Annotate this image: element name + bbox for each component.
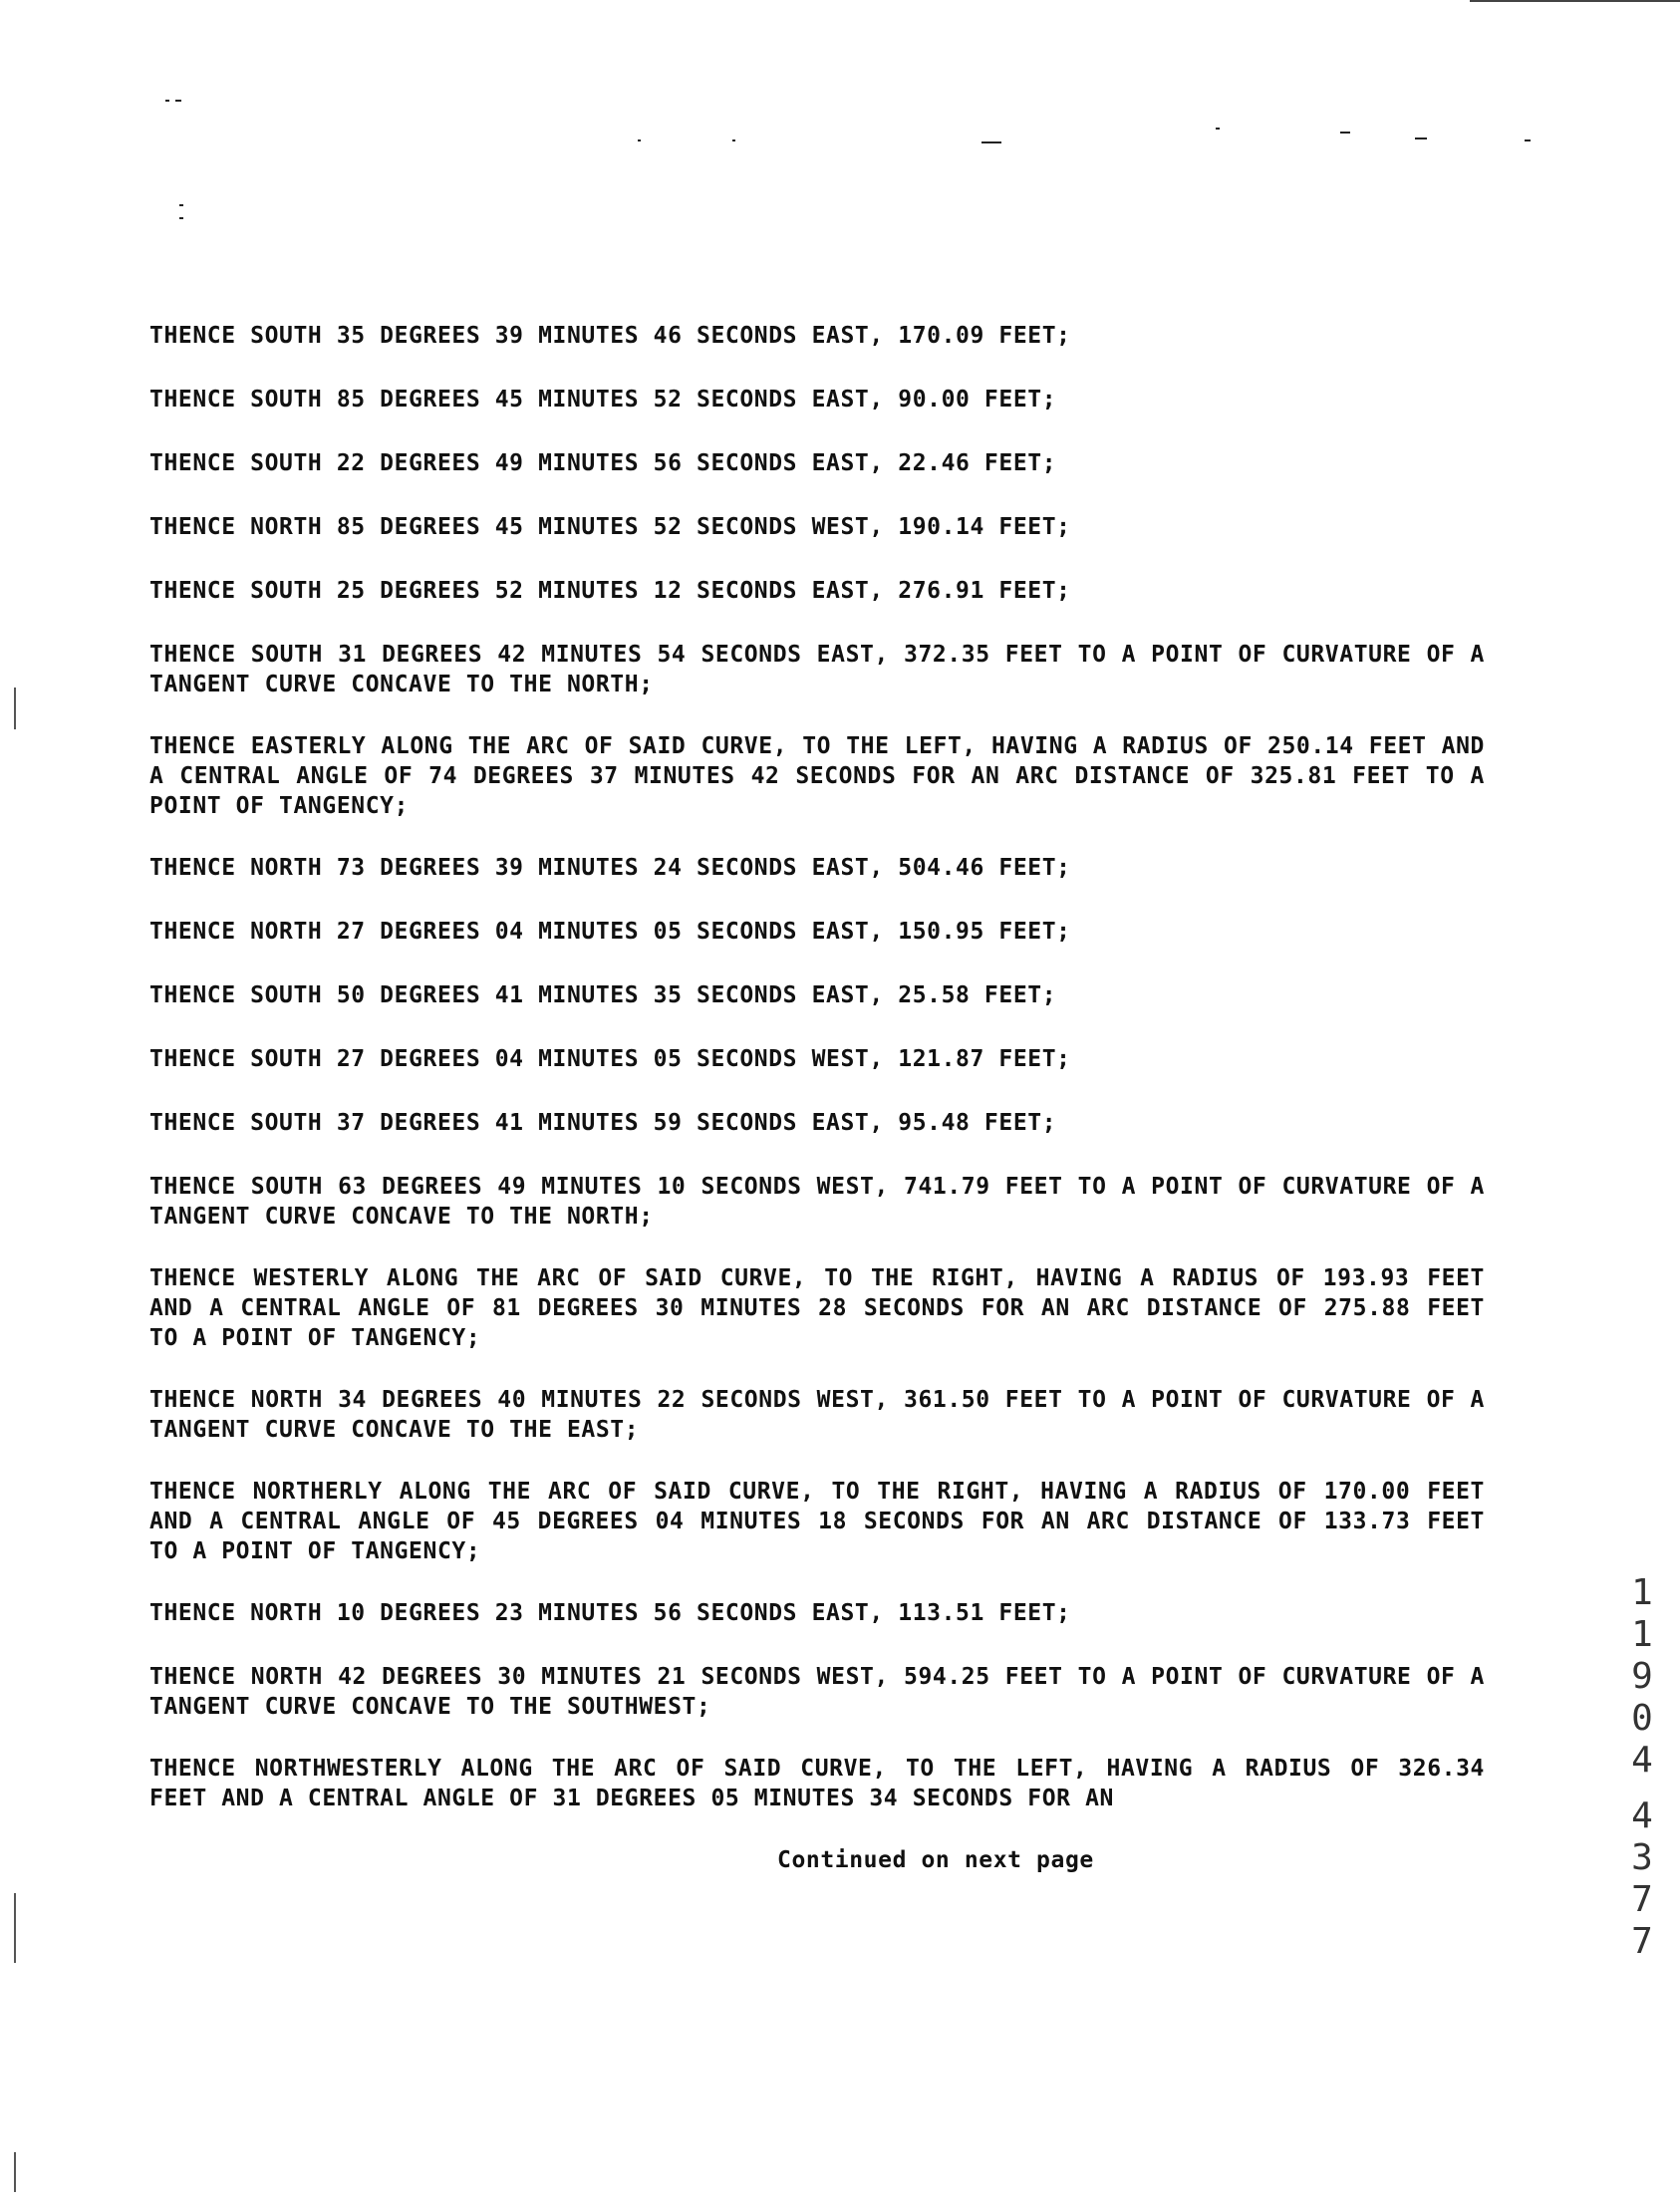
- course-paragraph: THENCE NORTH 42 DEGREES 30 MINUTES 21 SECONDS WEST, 594.25 FEET TO A POINT OF CURVATURE OF A TANGENT CURVE CONCAVE TO THE SOUTHWEST;: [149, 1664, 1500, 1720]
- doc-number-digit: 1: [1631, 1614, 1653, 1655]
- scan-speck: [1340, 132, 1350, 134]
- scan-edge-mark: [14, 2152, 16, 2192]
- scan-speck: [165, 100, 169, 102]
- course-paragraph: THENCE NORTH 34 DEGREES 40 MINUTES 22 SECONDS WEST, 361.50 FEET TO A POINT OF CURVATURE OF A TANGENT CURVE CONCAVE TO THE EAST;: [149, 1387, 1500, 1443]
- course-paragraph: THENCE NORTHERLY ALONG THE ARC OF SAID CURVE, TO THE RIGHT, HAVING A RADIUS OF 170.00 FEET AND A CENTRAL ANGLE OF 45 DEGREES 04 MINUTES 18 SECONDS FOR AN ARC DISTANCE OF 133.73 FEET TO A POINT OF TANGENCY;: [149, 1479, 1500, 1564]
- doc-number-digit: 7: [1631, 1921, 1653, 1962]
- scan-edge-mark: [14, 688, 16, 729]
- doc-number-digit: 4: [1631, 1740, 1653, 1781]
- legal-description-body: [149, 321, 1500, 1813]
- scan-speck: [732, 139, 735, 141]
- scan-speck: [179, 217, 183, 219]
- doc-number-gap: [1622, 1782, 1662, 1795]
- course-paragraph: THENCE SOUTH 63 DEGREES 49 MINUTES 10 SECONDS WEST, 741.79 FEET TO A POINT OF CURVATURE OF A TANGENT CURVE CONCAVE TO THE NORTH;: [149, 1174, 1500, 1230]
- course-paragraph: THENCE WESTERLY ALONG THE ARC OF SAID CURVE, TO THE RIGHT, HAVING A RADIUS OF 193.93 FEET AND A CENTRAL ANGLE OF 81 DEGREES 30 MINUTES 28 SECONDS FOR AN ARC DISTANCE OF 275.88 FEET TO A POINT OF TANGENCY;: [149, 1265, 1500, 1351]
- doc-number-digit: 9: [1631, 1656, 1653, 1697]
- scan-speck: [1415, 138, 1427, 139]
- doc-number-digit: 3: [1631, 1837, 1653, 1878]
- doc-number-digit: 1: [1631, 1572, 1653, 1613]
- scan-speck: [1525, 139, 1531, 141]
- scan-edge-mark: [14, 1893, 16, 1963]
- scan-speck: [638, 139, 641, 141]
- scan-speck: [175, 100, 181, 102]
- course-paragraph: THENCE SOUTH 31 DEGREES 42 MINUTES 54 SECONDS EAST, 372.35 FEET TO A POINT OF CURVATURE OF A TANGENT CURVE CONCAVE TO THE NORTH;: [149, 642, 1500, 697]
- course-paragraph: THENCE SOUTH 50 DEGREES 41 MINUTES 35 SECONDS EAST, 25.58 FEET;: [149, 982, 1057, 1008]
- doc-number-digit: 7: [1631, 1879, 1653, 1920]
- course-paragraph: THENCE NORTH 85 DEGREES 45 MINUTES 52 SECONDS WEST, 190.14 FEET;: [149, 514, 1071, 540]
- course-paragraph: THENCE NORTHWESTERLY ALONG THE ARC OF SAID CURVE, TO THE LEFT, HAVING A RADIUS OF 326.34 FEET AND A CENTRAL ANGLE OF 31 DEGREES 05 MINUTES 34 SECONDS FOR AN: [149, 1756, 1500, 1811]
- scan-speck: [1216, 128, 1220, 130]
- doc-number-digit: 4: [1631, 1795, 1653, 1836]
- continued-notice: Continued on next page: [777, 1847, 1094, 1873]
- course-paragraph: THENCE EASTERLY ALONG THE ARC OF SAID CURVE, TO THE LEFT, HAVING A RADIUS OF 250.14 FEET AND A CENTRAL ANGLE OF 74 DEGREES 37 MINUTES 42 SECONDS FOR AN ARC DISTANCE OF 325.81 FEET TO A POINT OF TANGENCY;: [149, 733, 1500, 819]
- course-paragraph: THENCE SOUTH 25 DEGREES 52 MINUTES 12 SECONDS EAST, 276.91 FEET;: [149, 578, 1071, 604]
- course-paragraph: THENCE SOUTH 37 DEGREES 41 MINUTES 59 SECONDS EAST, 95.48 FEET;: [149, 1110, 1057, 1136]
- course-paragraph: THENCE SOUTH 22 DEGREES 49 MINUTES 56 SECONDS EAST, 22.46 FEET;: [149, 450, 1057, 476]
- course-paragraph: THENCE NORTH 73 DEGREES 39 MINUTES 24 SECONDS EAST, 504.46 FEET;: [149, 855, 1071, 881]
- scan-edge-line: [1470, 0, 1680, 2]
- scan-speck: [179, 204, 183, 206]
- doc-number-digit: 0: [1631, 1698, 1653, 1739]
- course-paragraph: THENCE NORTH 27 DEGREES 04 MINUTES 05 SECONDS EAST, 150.95 FEET;: [149, 919, 1071, 945]
- document-number-stamp: [1622, 1572, 1662, 1963]
- course-paragraph: THENCE NORTH 10 DEGREES 23 MINUTES 56 SECONDS EAST, 113.51 FEET;: [149, 1600, 1071, 1626]
- scan-speck: [981, 141, 1001, 143]
- course-paragraph: THENCE SOUTH 27 DEGREES 04 MINUTES 05 SECONDS WEST, 121.87 FEET;: [149, 1046, 1071, 1072]
- course-paragraph: THENCE SOUTH 35 DEGREES 39 MINUTES 46 SECONDS EAST, 170.09 FEET;: [149, 323, 1071, 349]
- course-paragraph: THENCE SOUTH 85 DEGREES 45 MINUTES 52 SECONDS EAST, 90.00 FEET;: [149, 387, 1057, 413]
